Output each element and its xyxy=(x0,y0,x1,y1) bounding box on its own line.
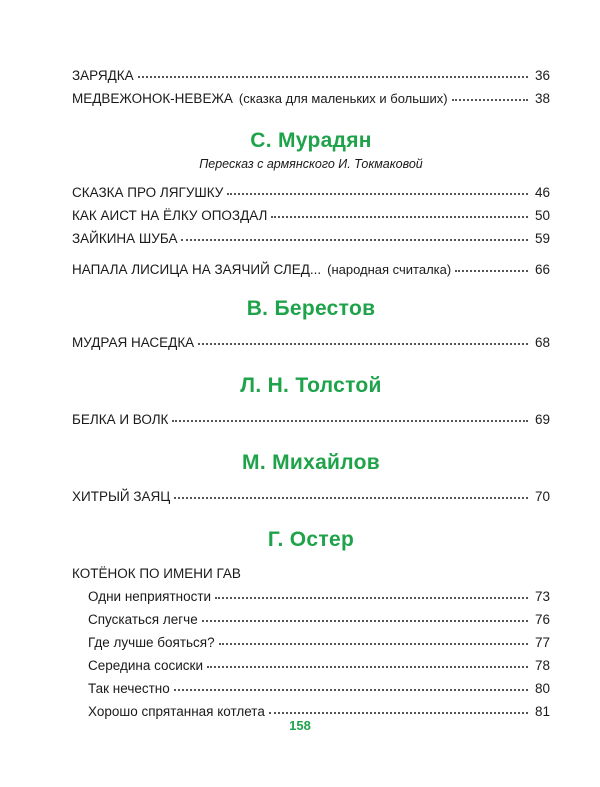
toc-entry[interactable] xyxy=(72,331,550,354)
toc-section xyxy=(72,451,550,508)
toc-section xyxy=(72,64,550,110)
author-heading: Г. Остер xyxy=(267,528,355,551)
dot-leader xyxy=(227,193,528,195)
toc-entry[interactable] xyxy=(72,87,550,110)
table-of-contents xyxy=(72,64,550,723)
entry-page: 38 xyxy=(534,91,550,106)
entry-title: Хорошо спрятанная котлета xyxy=(88,704,265,719)
dot-leader xyxy=(215,597,528,599)
dot-leader xyxy=(219,643,528,645)
dot-leader xyxy=(138,76,528,78)
dot-leader xyxy=(198,343,528,345)
dot-leader xyxy=(172,420,528,422)
toc-entry[interactable] xyxy=(72,64,550,87)
toc-section xyxy=(72,374,550,431)
dot-leader xyxy=(202,620,528,622)
entry-page: 81 xyxy=(534,704,550,719)
toc-entry[interactable] xyxy=(72,654,550,677)
author-heading: С. Мурадян xyxy=(250,129,372,152)
toc-entry[interactable] xyxy=(72,204,550,227)
entry-title: МЕДВЕЖОНОК-НЕВЕЖА xyxy=(72,91,233,106)
toc-entry[interactable] xyxy=(72,258,550,281)
entry-title: БЕЛКА И ВОЛК xyxy=(72,412,169,427)
dot-leader xyxy=(269,712,528,714)
dot-leader xyxy=(452,99,528,101)
toc-entry[interactable] xyxy=(72,677,550,700)
dot-leader xyxy=(174,689,528,691)
toc-section xyxy=(72,297,550,354)
entry-page: 73 xyxy=(534,589,550,604)
entry-title: ХИТРЫЙ ЗАЯЦ xyxy=(72,489,171,504)
entry-title: НАПАЛА ЛИСИЦА НА ЗАЯЧИЙ СЛЕД... xyxy=(72,262,322,277)
toc-entry[interactable] xyxy=(72,227,550,250)
entry-title: Середина сосиски xyxy=(88,658,204,673)
entry-page: 66 xyxy=(534,262,550,277)
author-heading: В. Берестов xyxy=(246,297,376,320)
toc-entry[interactable] xyxy=(72,631,550,654)
entry-title: КАК АИСТ НА ЁЛКУ ОПОЗДАЛ xyxy=(72,208,268,223)
entry-title: Где лучше бояться? xyxy=(88,635,215,650)
translation-note: Пересказ с армянского И. Токмаковой xyxy=(199,157,423,171)
toc-entry[interactable] xyxy=(72,608,550,631)
author-heading: М. Михайлов xyxy=(242,451,380,474)
entry-title: Так нечестно xyxy=(88,681,170,696)
page-number: 158 xyxy=(289,718,311,733)
toc-entry[interactable] xyxy=(72,181,550,204)
dot-leader xyxy=(271,216,528,218)
entry-page: 80 xyxy=(534,681,550,696)
entry-page: 77 xyxy=(534,635,550,650)
dot-leader xyxy=(174,497,528,499)
entry-page: 36 xyxy=(534,68,550,83)
entry-page: 69 xyxy=(534,412,550,427)
entry-page: 50 xyxy=(534,208,550,223)
entry-page: 46 xyxy=(534,185,550,200)
entry-title: ЗАЙКИНА ШУБА xyxy=(72,231,178,246)
entry-page: 68 xyxy=(534,335,550,350)
entry-subtitle: (сказка для маленьких и больших) xyxy=(238,91,448,106)
entry-page: 76 xyxy=(534,612,550,627)
dot-leader xyxy=(207,666,528,668)
toc-entry[interactable] xyxy=(72,485,550,508)
author-heading: Л. Н. Толстой xyxy=(240,374,382,397)
toc-section xyxy=(72,528,550,723)
entry-page: 70 xyxy=(534,489,550,504)
entry-page: 78 xyxy=(534,658,550,673)
entry-title: Спускаться легче xyxy=(88,612,198,627)
entry-title: ЗАРЯДКА xyxy=(72,68,134,83)
entry-subtitle: (народная считалка) xyxy=(327,262,452,277)
entry-title: МУДРАЯ НАСЕДКА xyxy=(72,335,195,350)
entry-page: 59 xyxy=(534,231,550,246)
dot-leader xyxy=(455,270,528,272)
toc-group-title xyxy=(72,562,550,585)
toc-section xyxy=(72,129,550,281)
toc-entry[interactable] xyxy=(72,585,550,608)
group-title: КОТЁНОК ПО ИМЕНИ ГАВ xyxy=(72,566,241,581)
entry-title: СКАЗКА ПРО ЛЯГУШКУ xyxy=(72,185,224,200)
dot-leader xyxy=(181,239,528,241)
entry-title: Одни неприятности xyxy=(88,589,212,604)
toc-entry[interactable] xyxy=(72,408,550,431)
